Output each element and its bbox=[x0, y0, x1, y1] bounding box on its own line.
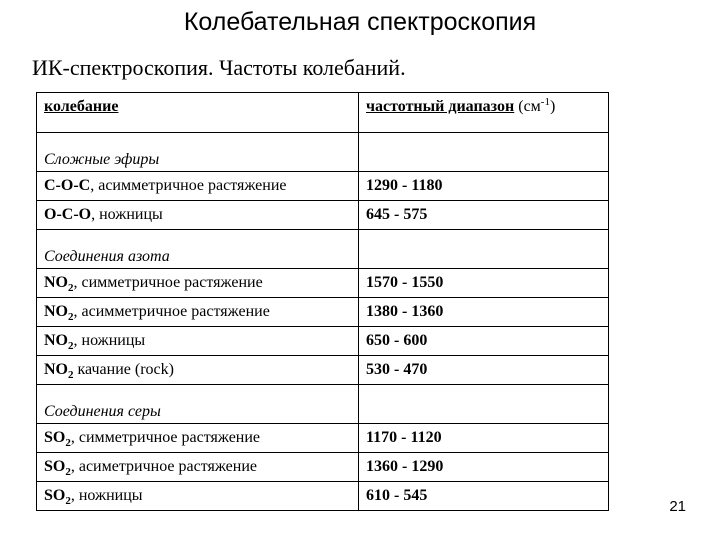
table-row bbox=[37, 453, 609, 482]
table-row bbox=[37, 201, 609, 230]
table-row bbox=[37, 172, 609, 201]
group-name: Соединения серы bbox=[37, 385, 359, 424]
vibration-desc: качание (rock) bbox=[73, 361, 174, 378]
range-cell: 1170 - 1120 bbox=[359, 424, 609, 453]
page-number: 21 bbox=[669, 498, 686, 515]
range-cell: 1360 - 1290 bbox=[359, 453, 609, 482]
vibration-desc: , ножницы bbox=[73, 332, 146, 349]
group-row bbox=[37, 230, 609, 269]
range-cell: 650 - 600 bbox=[359, 327, 609, 356]
vibration-desc: , асимметричное растяжение bbox=[73, 303, 270, 320]
vibration-cell bbox=[37, 424, 359, 453]
vibration-subscript: 2 bbox=[68, 311, 74, 323]
vibration-subscript: 2 bbox=[68, 282, 74, 294]
header-frequency-label: частотный диапазон bbox=[366, 98, 515, 115]
group-name: Сложные эфиры bbox=[37, 133, 359, 172]
group-empty-cell bbox=[359, 230, 609, 269]
vibration-subscript: 2 bbox=[65, 495, 71, 507]
vibration-desc: , асиметричное растяжение bbox=[70, 458, 258, 475]
vibration-label: О-С-О bbox=[44, 206, 92, 223]
table-row bbox=[37, 327, 609, 356]
vibration-desc: , симметричное растяжение bbox=[70, 429, 261, 446]
range-cell: 610 - 545 bbox=[359, 482, 609, 511]
vibration-subscript: 2 bbox=[68, 369, 74, 381]
range-cell: 1290 - 1180 bbox=[359, 172, 609, 201]
vibration-label: NO bbox=[44, 361, 68, 378]
frequency-table bbox=[36, 92, 609, 511]
range-cell: 530 - 470 bbox=[359, 356, 609, 385]
vibration-cell bbox=[37, 327, 359, 356]
header-unit-prefix: (см bbox=[518, 98, 541, 115]
group-empty-cell bbox=[359, 133, 609, 172]
slide-subtitle: ИК-спектроскопия. Частоты колебаний. bbox=[32, 55, 406, 80]
header-unit-sup: -1 bbox=[540, 96, 550, 108]
vibration-label: С-О-С bbox=[44, 177, 91, 194]
vibration-cell bbox=[37, 269, 359, 298]
table-row bbox=[37, 269, 609, 298]
table-row bbox=[37, 424, 609, 453]
header-vibration bbox=[37, 93, 359, 133]
group-row bbox=[37, 133, 609, 172]
vibration-desc: , ножницы bbox=[70, 487, 143, 504]
vibration-desc: , асимметричное растяжение bbox=[90, 177, 287, 194]
vibration-label: NO bbox=[44, 332, 68, 349]
vibration-label: NO bbox=[44, 274, 68, 291]
header-vibration-label: колебание bbox=[44, 98, 119, 115]
vibration-cell bbox=[37, 482, 359, 511]
vibration-label: SO bbox=[44, 487, 66, 504]
slide-title: Колебательная спектроскопия bbox=[183, 8, 537, 36]
group-name: Соединения азота bbox=[37, 230, 359, 269]
vibration-cell bbox=[37, 453, 359, 482]
table-row bbox=[37, 482, 609, 511]
vibration-label: SO bbox=[44, 458, 66, 475]
table-header-row bbox=[37, 93, 609, 133]
header-unit-suffix: ) bbox=[549, 98, 556, 115]
vibration-label: SO bbox=[44, 429, 66, 446]
vibration-subscript: 2 bbox=[68, 340, 74, 352]
header-frequency-range bbox=[359, 93, 609, 133]
vibration-subscript: 2 bbox=[65, 466, 71, 478]
table-row bbox=[37, 356, 609, 385]
range-cell: 1380 - 1360 bbox=[359, 298, 609, 327]
vibration-label: NO bbox=[44, 303, 68, 320]
vibration-cell bbox=[37, 172, 359, 201]
vibration-cell bbox=[37, 298, 359, 327]
vibration-cell bbox=[37, 201, 359, 230]
vibration-subscript: 2 bbox=[65, 437, 71, 449]
group-row bbox=[37, 385, 609, 424]
range-cell: 1570 - 1550 bbox=[359, 269, 609, 298]
table-row bbox=[37, 298, 609, 327]
range-cell: 645 - 575 bbox=[359, 201, 609, 230]
group-empty-cell bbox=[359, 385, 609, 424]
vibration-desc: , симметричное растяжение bbox=[73, 274, 263, 291]
vibration-desc: , ножницы bbox=[91, 206, 163, 223]
vibration-cell bbox=[37, 356, 359, 385]
